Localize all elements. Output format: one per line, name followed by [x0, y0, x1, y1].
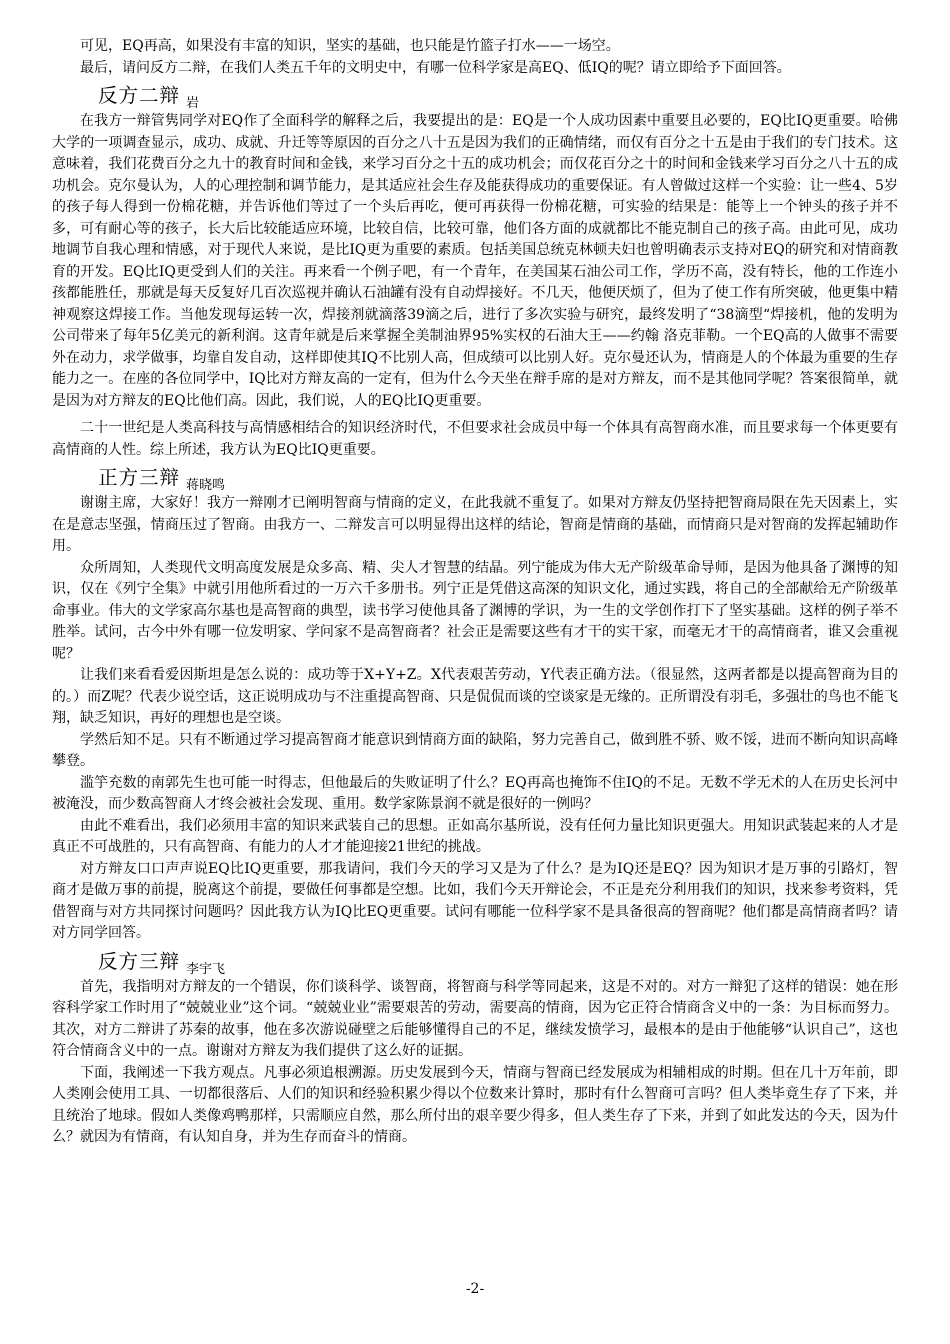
- speech-paragraph: 由此不难看出，我们必须用丰富的知识来武装自己的思想。正如高尔基所说，没有任何力量比知识更强大。用知识武装起来的人才是真正不可战胜的，只有高智商、有能力的人才才能迎接21世纪的挑战。: [52, 817, 898, 855]
- speaker-role: 正方三辩: [98, 466, 181, 489]
- speaker-heading: [98, 463, 898, 493]
- speaker-heading: [98, 947, 898, 977]
- speech-paragraph: 让我们来看看爱因斯坦是怎么说的：成功等于X+Y+Z。X代表艰苦劳动，Y代表正确方法。（很显然，这两者都是以提高智商为目的的。）而Z呢？代表少说空话，这正说明成功与不注重提高智商、只是侃侃而谈的空谈家是无缘的。正所谓没有羽毛，多强壮的鸟也不能飞翔，缺乏知识，再好的理想也是空谈。: [52, 667, 898, 726]
- speaker-name: 李宇飞: [186, 961, 226, 977]
- speaker-role: 反方三辩: [98, 949, 181, 973]
- speech-paragraph: 滥竽充数的南郭先生也可能一时得志，但他最后的失败证明了什么？EQ再高也掩饰不住IQ的不足。无数不学无术的人在历史长河中被淹没，而少数高智商人才终会被社会发现、重用。数学家陈景润不就是很好的一例吗？: [52, 774, 898, 812]
- speech-paragraph: 谢谢主席，大家好！我方一辩刚才已阐明智商与情商的定义，在此我就不重复了。如果对方辩友仍坚持把智商局限在先天因素上，实在是意志坚强，情商压过了智商。由我方一、二辩发言可以明显得出这样的结论，智商是情商的基础，而情商只是对智商的发挥起辅助作用。: [52, 495, 898, 554]
- speech-paragraph: 下面，我阐述一下我方观点。凡事必须追根溯源。历史发展到今天，情商与智商已经发展成为相辅相成的时期。但在几十万年前，即人类刚会使用工具、一切都很落后、人们的知识和经验积累少得以个位数来计算时，那时有什么智商可言吗？但人类毕竟生存了下来，并且统治了地球。假如人类像鸡鸭那样，只需顺应自然，那么所付出的艰辛要少得多，但人类生存了下来，并到了如此发达的今天，因为什么？就因为有情商，有认知自身，并为生存而奋斗的情商。: [52, 1064, 898, 1145]
- intro-paragraph: 最后，请问反方二辩，在我们人类五千年的文明史中，有哪一位科学家是高EQ、低IQ的呢？请立即给予下面回答。: [80, 59, 791, 76]
- speaker-name: 蒋晓鸣: [186, 478, 226, 493]
- speech-paragraph: 对方辩友口口声声说EQ比IQ更重要，那我请问，我们今天的学习又是为了什么？是为IQ还是EQ？因为知识才是万事的引路灯，智商才是做万事的前提，脱离这个前提，要做任何事都是空想。比如，我们今天开辩论会，不正是充分利用我们的知识，找来参考资料，凭借智商与对方共同探讨问题吗？因此我方认为IQ比EQ更重要。试问有哪能一位科学家不是具备很高的智商呢？他们都是高情商者吗？请对方同学回答。: [52, 860, 898, 941]
- intro-paragraph: 可见，EQ再高，如果没有丰富的知识，坚实的基础，也只能是竹篮子打水——一场空。: [80, 38, 620, 54]
- page-number: -2-: [465, 1281, 485, 1297]
- speech-paragraph: 在我方一辩管隽同学对EQ作了全面科学的解释之后，我要提出的是：EQ是一个人成功因素中重要且必要的，EQ比IQ更重要。哈佛大学的一项调查显示，成功、成就、升迁等等原因的百分之八十五是因为我们的正确情绪，而仅有百分之十五是由于我们的专门技术。这意味着，我们花费百分之九十的教育时间和金钱，来学习百分之十五的成功机会；而仅花百分之十的时间和金钱来学习百分之八十五的成功机会。克尔曼认为，人的心理控制和调节能力，是其适应社会生存及能获得成功的重要保证。有人曾做过这样一个实验：让一些4、5岁的孩子每人得到一份棉花糖，并告诉他们等过了一个头后再吃，便可再获得一份棉花糖，可实验的结果是：能等上一个钟头的孩子并不多，可有耐心等的孩子，长大后比较能适应环境，比较自信，比较可靠，他们各方面的成就都比不能克制自己的孩子高。由此可见，成功地调节自我心理和情感，对于现代人来说，是比IQ更为重要的素质。包括美国总统克林顿夫妇也曾明确表示支持对EQ的研究和对情商教育的开发。EQ比IQ更受到人们的关注。再来看一个例子吧，有一个青年，在美国某石油公司工作，学历不高，没有特长，他的工作连小孩都能胜任，那就是每天反复好几百次巡视并确认石油罐有没有自动焊接好。不几天，他便厌烦了，但为了使工作有所突破，他更集中精神观察这焊接工作。当他发现每运转一次，焊接剂就滴落39滴之后，进行了多次实验与研究，最终发明了“38滴型“焊接机，他的发明为公司带来了每年5亿美元的新利润。这青年就是后来掌握全美制油界95%实权的石油大王——约翰 洛克菲勒。一个EQ高的人做事不需要外在动力，求学做事，均靠自发自动，这样即使其IQ不比别人高，但成绩可以比别人好。克尔曼还认为，情商是人的个体最为重要的生存能力之一。在座的各位同学中，IQ比对方辩友高的一定有，但为什么今天坐在辩手席的是对方辩友，而不是其他同学呢？答案很简单，就是因为对方辩友的EQ比他们高。因此，我们说，人的EQ比IQ更重要。: [52, 113, 898, 409]
- speaker-name: 岩: [186, 96, 200, 111]
- speaker-heading: [98, 81, 898, 111]
- speech-paragraph: 学然后知不足。只有不断通过学习提高智商才能意识到情商方面的缺陷，努力完善自己，做到胜不骄、败不馁，进而不断向知识高峰攀登。: [52, 731, 898, 769]
- speech-paragraph: 众所周知，人类现代文明高度发展是众多高、精、尖人才智慧的结晶。列宁能成为伟大无产阶级革命导师，是因为他具备了渊博的知识，仅在《列宁全集》中就引用他所看过的一万六千多册书。列宁正是凭借这高深的知识文化，通过实践，将自己的全部献给无产阶级革命事业。伟大的文学家高尔基也是高智商的典型，读书学习使他具备了渊博的学识，为一生的文学创作打下了坚实基础。这样的例子举不胜举。试问，古今中外有哪一位发明家、学问家不是高智商者？社会正是需要这些有才干的实干家，而毫无才干的高情商者，谁又会重视呢？: [52, 559, 898, 662]
- document-body: [52, 36, 898, 1149]
- speech-paragraph: 二十一世纪是人类高科技与高情感相结合的知识经济时代，不但要求社会成员中每一个体具有高智商水准，而且要求每一个体更要有高情商的人性。综上所述，我方认为EQ比IQ更重要。: [52, 420, 898, 458]
- speaker-role: 反方二辩: [98, 84, 181, 107]
- speech-paragraph: 首先，我指明对方辩友的一个错误，你们谈科学、谈智商，将智商与科学等同起来，这是不对的。对方一辩犯了这样的错误：她在形容科学家工作时用了“兢兢业业”这个词。“兢兢业业”需要艰苦的劳动，需要高的情商，因为它正符合情商含义中的一条：为目标而努力。其次，对方二辩讲了苏秦的故事，他在多次游说碰壁之后能够懂得自己的不足，继续发愤学习，最根本的是由于他能够“认识自己”，这也符合情商含义中的一点。谢谢对方辩友为我们提供了这么好的证据。: [52, 978, 898, 1059]
